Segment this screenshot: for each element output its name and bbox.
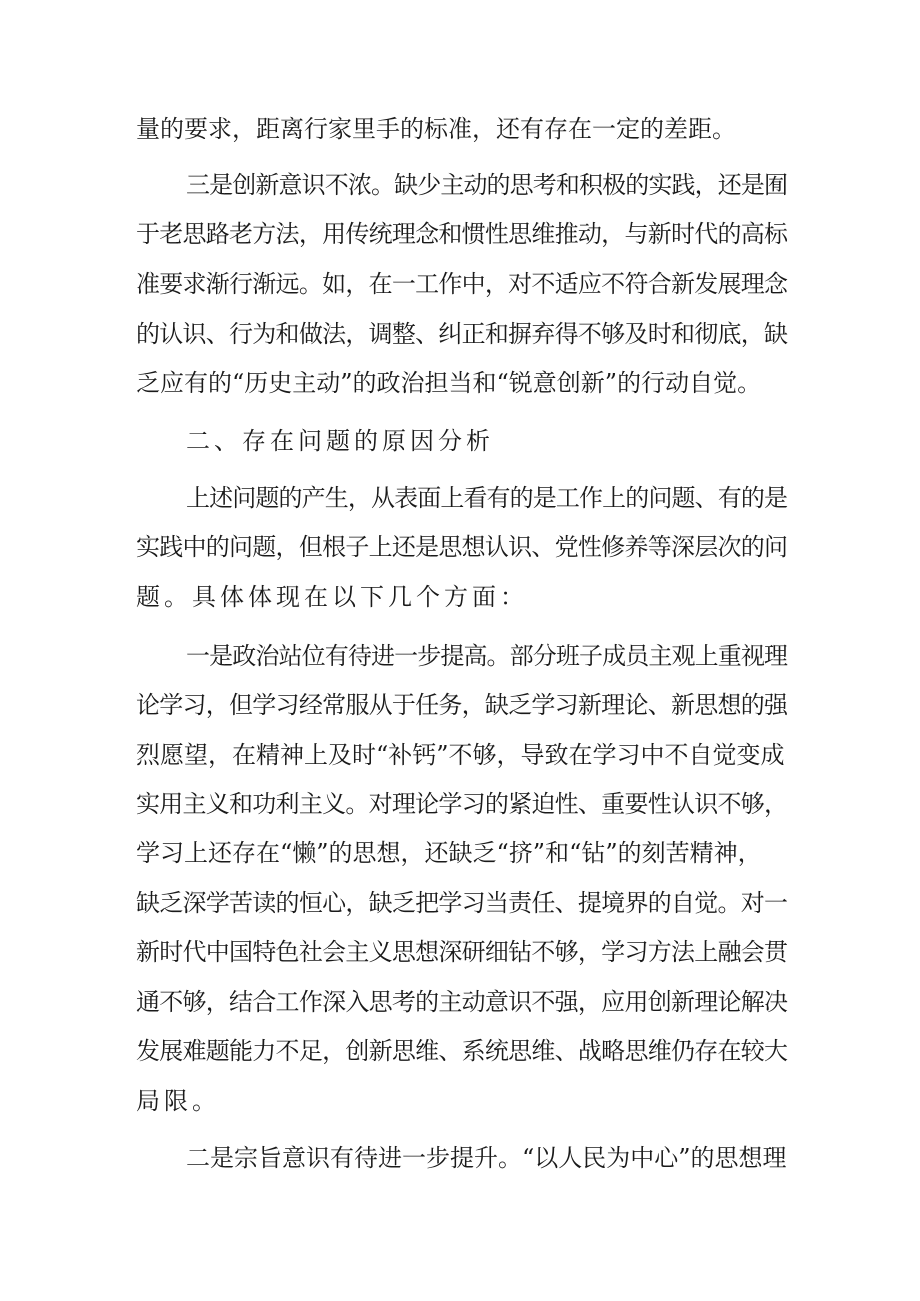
text-line: 通不够，结合工作深入思考的主动意识不强，应用创新理论解决 xyxy=(136,988,788,1016)
text-line: 论学习，但学习经常服从于任务，缺乏学习新理论、新思想的强 xyxy=(136,691,788,719)
section-heading: 二、存在问题的原因分析 xyxy=(186,427,494,455)
text-line: 实用主义和功利主义。对理论学习的紧迫性、重要性认识不够， xyxy=(136,790,788,818)
text-line: 实践中的问题，但根子上还是思想认识、党性修养等深层次的问 xyxy=(136,533,788,561)
text-line: 乏应有的“历史主动”的政治担当和“锐意创新”的行动自觉。 xyxy=(136,369,762,397)
text-line: 局限。 xyxy=(136,1087,220,1115)
text-line: 学习上还存在“懒”的思想，还缺乏“挤”和“钻”的刻苦精神， xyxy=(136,839,762,867)
text-line: 发展难题能力不足，创新思维、系统思维、战略思维仍存在较大 xyxy=(136,1037,788,1065)
text-line: 题。具体体现在以下几个方面： xyxy=(136,583,528,611)
text-line: 二是宗旨意识有待进一步提升。“以人民为中心”的思想理 xyxy=(186,1144,787,1172)
text-line: 三是创新意识不浓。缺少主动的思考和积极的实践，还是囿 xyxy=(186,171,788,199)
text-line: 缺乏深学苦读的恒心，缺乏把学习当责任、提境界的自觉。对一 xyxy=(136,889,788,917)
text-line: 的认识、行为和做法，调整、纠正和摒弃得不够及时和彻底，缺 xyxy=(136,320,788,348)
text-line: 烈愿望，在精神上及时“补钙”不够，导致在学习中不自觉变成 xyxy=(136,741,785,769)
text-line: 量的要求，距离行家里手的标准，还有存在一定的差距。 xyxy=(136,115,736,143)
text-line: 上述问题的产生，从表面上看有的是工作上的问题、有的是 xyxy=(186,484,788,512)
text-line: 新时代中国特色社会主义思想深研细钻不够，学习方法上融会贯 xyxy=(136,938,788,966)
text-line: 准要求渐行渐远。如，在一工作中，对不适应不符合新发展理念 xyxy=(136,270,788,298)
text-line: 于老思路老方法，用传统理念和惯性思维推动，与新时代的高标 xyxy=(136,220,788,248)
text-line: 一是政治站位有待进一步提高。部分班子成员主观上重视理 xyxy=(186,642,788,670)
